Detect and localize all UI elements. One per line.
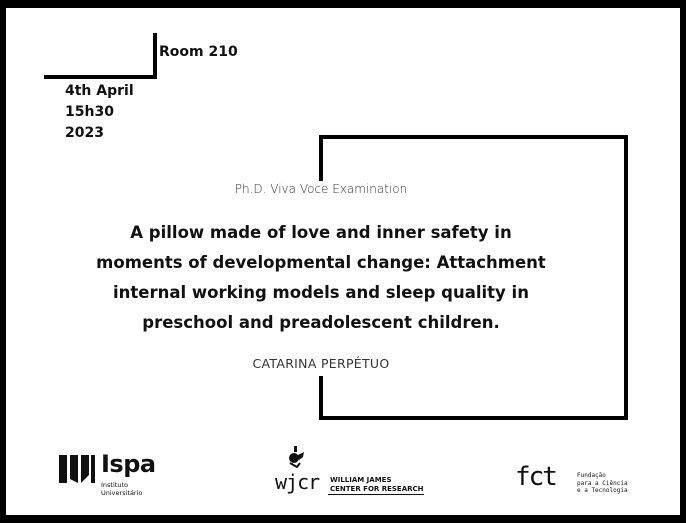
title-box-bottom-border — [319, 416, 628, 420]
title-box-top-border — [319, 135, 628, 139]
fct-subtitle — [577, 472, 628, 495]
ispa-subtitle — [101, 481, 142, 497]
fct-subtitle-line: para a Ciência — [577, 479, 628, 487]
ispa-bars-icon — [59, 455, 95, 483]
thesis-title-line: preschool and preadolescent children. — [142, 313, 500, 332]
thesis-title-line: moments of developmental change: Attachment — [96, 253, 546, 272]
wjcr-monogram: wjcr — [275, 470, 320, 494]
fct-logo — [515, 462, 635, 498]
wjcr-hand-icon — [286, 446, 306, 468]
title-box-left-border-bottom — [319, 376, 323, 420]
exam-type: Ph.D. Viva Voce Examination — [234, 182, 408, 196]
wjcr-name-line: WILLIAM JAMES — [330, 476, 392, 484]
room-label: Room 210 — [159, 44, 238, 60]
ispa-subtitle-line: Instituto — [101, 481, 128, 489]
ispa-wordmark: Ispa — [101, 450, 156, 478]
thesis-title-line: internal working models and sleep quality in — [113, 283, 529, 302]
ispa-subtitle-line: Universitário — [101, 489, 143, 497]
wjcr-name-line: CENTER FOR RESEARCH — [330, 485, 424, 493]
poster-frame — [6, 8, 680, 515]
fct-subtitle-line: e a Tecnologia — [577, 487, 628, 494]
corner-bracket-vertical — [153, 33, 157, 77]
wjcr-underline — [328, 494, 424, 495]
corner-bracket-horizontal — [44, 75, 157, 79]
fct-wordmark: fct — [515, 462, 556, 492]
date-label: 4th April — [65, 83, 134, 99]
thesis-title-line: A pillow made of love and inner safety in — [130, 223, 512, 242]
candidate-name: CATARINA PERPÉTUO — [252, 356, 390, 371]
date-time-block — [65, 81, 134, 144]
time-label: 15h30 — [65, 104, 114, 120]
fct-subtitle-line: Fundação — [577, 472, 606, 479]
wjcr-name — [330, 476, 424, 494]
year-label: 2023 — [65, 125, 104, 141]
ispa-logo — [59, 452, 189, 500]
title-box-left-border-top — [319, 135, 323, 181]
thesis-title — [71, 218, 571, 338]
wjcr-logo — [270, 446, 440, 504]
title-box-right-border — [624, 135, 628, 420]
